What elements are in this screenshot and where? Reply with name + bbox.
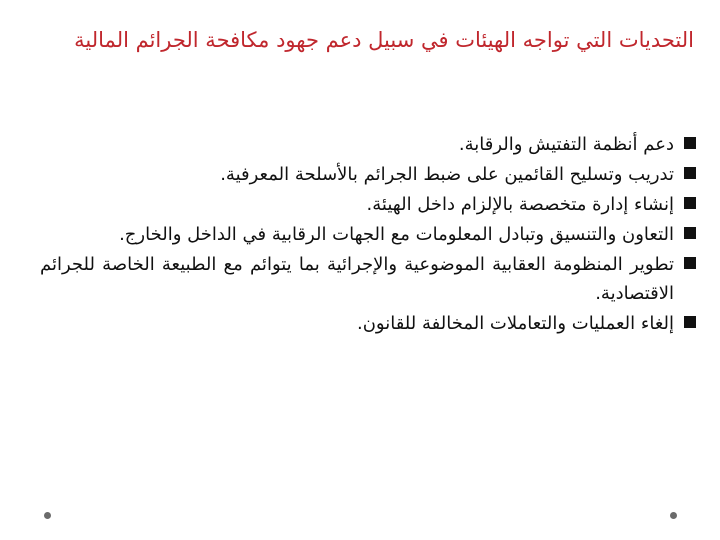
bullet-item: [40, 160, 696, 189]
slide-title: التحديات التي تواجه الهيئات في سبيل دعم جهود مكافحة الجرائم المالية: [74, 28, 694, 52]
bullet-text: إنشاء إدارة متخصصة بالإلزام داخل الهيئة.: [366, 194, 674, 215]
bullet-item: [40, 309, 696, 338]
bullet-list: [40, 130, 696, 339]
square-bullet-icon: [682, 316, 696, 330]
square-bullet-icon: [682, 167, 696, 181]
corner-dot-icon: [670, 512, 677, 519]
corner-dot-icon: [44, 512, 51, 519]
bullet-text: دعم أنظمة التفتيش والرقابة.: [458, 134, 674, 155]
bullet-text: التعاون والتنسيق وتبادل المعلومات مع الجهات الرقابية في الداخل والخارج.: [119, 224, 674, 245]
bullet-item: [40, 220, 696, 249]
bullet-text: تطوير المنظومة العقابية الموضوعية والإجرائية بما يتوائم مع الطبيعة الخاصة للجرائم الاقتصادية.: [40, 254, 674, 304]
bullet-item: [40, 190, 696, 219]
bullet-item: [40, 130, 696, 159]
square-bullet-icon: [682, 137, 696, 151]
square-bullet-icon: [682, 227, 696, 241]
bullet-text: تدريب وتسليح القائمين على ضبط الجرائم بالأسلحة المعرفية.: [220, 164, 674, 185]
square-bullet-icon: [682, 197, 696, 211]
bullet-text: إلغاء العمليات والتعاملات المخالفة للقانون.: [356, 313, 674, 334]
bullet-item: [40, 250, 696, 308]
square-bullet-icon: [682, 257, 696, 271]
